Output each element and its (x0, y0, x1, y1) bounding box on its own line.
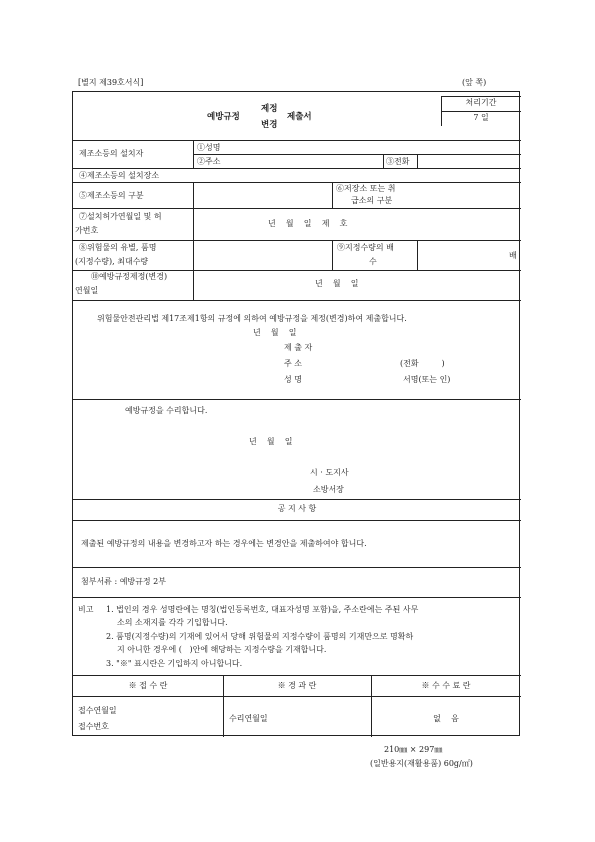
submitter-label: 제 출 자 (284, 343, 313, 352)
submitter-name-label: 성 명 (284, 375, 302, 384)
multiple-label-line2: 수 (369, 257, 377, 266)
permit-label-line1: ⑦설치허가연월일 및 허 (79, 212, 162, 221)
remark-3: 3. "※" 표시란은 기입하지 아니합니다. (106, 659, 243, 668)
signature-label: 서명(또는 인) (403, 375, 451, 384)
multiple-label-line1: ⑨지정수량의 배 (337, 243, 394, 252)
notice-title: 공 지 사 항 (277, 504, 317, 513)
installer-phone-label: ③전화 (386, 157, 410, 166)
declaration-date: 년 월 일 (253, 328, 297, 337)
authority-governor: 시 · 도지사 (310, 468, 349, 477)
progress-column-header: ※ 경 과 란 (277, 681, 317, 690)
submitter-address-label: 주 소 (284, 359, 302, 368)
receipt-date-label: 접수연월일 (78, 706, 117, 715)
storage-type-label-line1: ⑥저장소 또는 취 (336, 184, 396, 193)
fee-value: 없 음 (433, 714, 459, 723)
installer-address-label: ②주소 (197, 157, 221, 166)
facility-type-label: ⑤제조소등의 구분 (79, 191, 144, 200)
remark-2-line2: 지 아니한 경우에 ( )안에 해당하는 지정수량을 기재합니다. (117, 645, 327, 654)
declaration-statement: 위험물안전관리법 제17조제1항의 규정에 의하여 예방규정을 제정(변경)하여 제출합니다. (97, 314, 407, 323)
receipt-number-label: 접수번호 (78, 722, 109, 731)
multiple-unit: 배 (509, 251, 517, 260)
rule-date-label-line1: ⑩예방규정제정(변경) (91, 272, 168, 281)
acceptance-date-label: 수리연월일 (229, 714, 268, 723)
installer-name-label: ①성명 (197, 143, 221, 152)
remark-2-line1: 2. 품명(지정수량)의 기재에 있어서 당해 위험물의 지정수량이 품명의 기재만으로 명확하 (106, 632, 414, 641)
remark-1-line2: 소의 소재지를 각각 기입합니다. (117, 618, 228, 627)
acceptance-statement: 예방규정을 수리합니다. (125, 406, 208, 415)
remark-1-line1: 1. 법인의 경우 성명란에는 명칭(법인등록번호, 대표자성명 포함)을, 주소란에는 주된 사무 (106, 605, 419, 614)
form-frame (72, 91, 520, 736)
form-number: [별지 제39호서식] (78, 78, 144, 87)
permit-label-line2: 가번호 (75, 226, 99, 235)
authority-fire-chief: 소방서장 (313, 485, 344, 494)
remarks-prefix: 비고 (78, 605, 94, 614)
processing-period-value: 7 일 (473, 113, 489, 122)
receipt-column-header: ※ 접 수 란 (128, 681, 168, 690)
title-amend: 변경 (261, 120, 278, 130)
hazard-label-line1: ⑧위험물의 유별, 품명 (79, 243, 157, 252)
paper-type: (일반용지(재활용품) 60g/㎡) (370, 759, 473, 768)
title-left: 예방규정 (207, 112, 240, 122)
acceptance-date: 년 월 일 (249, 437, 293, 446)
processing-period-label: 처리기간 (465, 98, 497, 107)
install-location-label: ④제조소등의 설치장소 (79, 171, 160, 180)
fee-column-header: ※ 수 수 료 란 (421, 681, 471, 690)
permit-date-number: 년 월 일 제 호 (268, 219, 348, 228)
page-side-label: (앞 쪽) (462, 78, 487, 87)
rule-date-label-line2: 연월일 (75, 286, 99, 295)
title-enact: 제정 (261, 104, 278, 114)
paper-size: 210㎜ × 297㎜ (384, 745, 443, 754)
submitter-phone-label: (전화 ) (400, 359, 445, 368)
title-right: 제출서 (287, 112, 312, 122)
attachment-text: 첨부서류 : 예방규정 2부 (81, 577, 166, 586)
hazard-label-line2: (지정수량), 최대수량 (75, 257, 149, 266)
rule-date-value: 년 월 일 (315, 279, 359, 288)
installer-label: 제조소등의 설치자 (79, 149, 144, 158)
notice-text: 제출된 예방규정의 내용을 변경하고자 하는 경우에는 변경안을 제출하여야 합니다. (81, 539, 367, 548)
storage-type-label-line2: 급소의 구분 (351, 196, 393, 205)
